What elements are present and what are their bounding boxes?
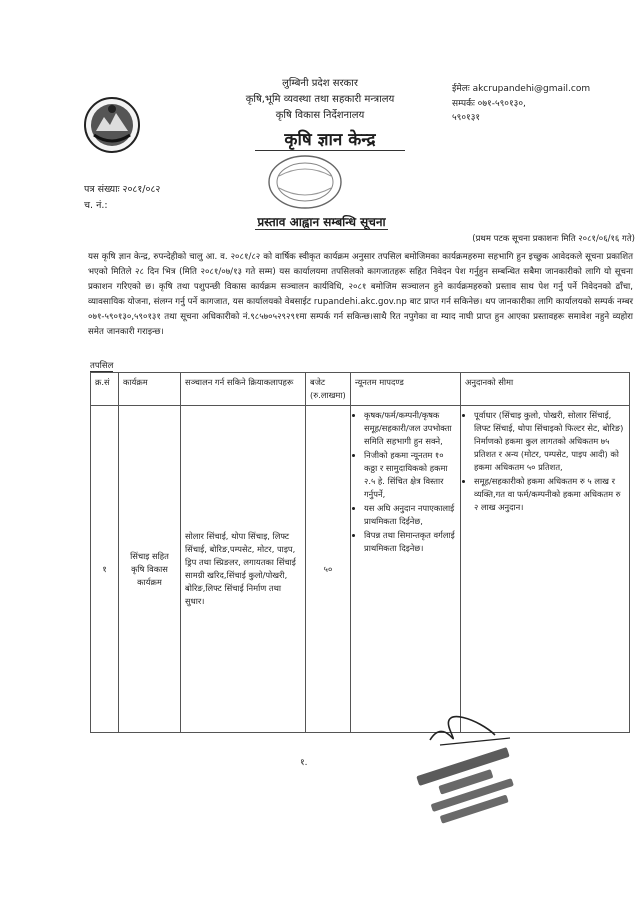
letter-number: पत्र संख्याः २०८१/०८२ [84, 184, 161, 195]
table-label: तपसिल [90, 361, 114, 371]
office-stamp-icon [265, 152, 345, 212]
government-emblem-icon [82, 95, 142, 155]
col-header-activities: सञ्चालन गर्न सकिने क्रियाकलापहरू [181, 373, 306, 406]
grant-item: • पूर्वाधार (सिंचाइ कुलो, पोखरी, सोलार सिंचाई, लिफ्ट सिंचाई, थोपा सिंचाइको फिल्टर सेट, बोरिङ) निर्माणको हकमा कुल लागतको अधिकतम ७५ प्रतिशत र अन्य (मोटर, पम्पसेट, पाइप आदी) को हकमा अधिकतम ५० प्रतिशत, [474, 409, 625, 474]
contact-phone-2: ५९०१३१ [452, 113, 481, 123]
contact-phone: सम्पर्कः ०७१-५९०१३०, [452, 99, 526, 109]
publication-date: (प्रथम पटक सूचना प्रकाशनः मिति २०८१/०६/१६ गते) [472, 234, 635, 244]
col-header-program: कार्यक्रम [119, 373, 181, 406]
row-activities: सोलार सिंचाई, थोपा सिंचाइ, लिफ्ट सिंचाई, बोरिङ,पम्पसेट, मोटर, पाइप, ड्रिप तथा स्प्रिङलर, लगायतका सिंचाई सामग्री खरिद,सिंचाई कुलो/पोखरी, बोरिङ,लिफ्ट सिंचाई निर्माण तथा सुधार। [181, 406, 306, 733]
criteria-item: • विपन्न तथा सिमान्तकृत वर्गलाई प्राथमिकता दिइनेछ। [364, 529, 456, 555]
criteria-item: • कृषक/फर्म/कम्पनी/कृषक समूह/सहकारी/जल उपभोक्ता समिति सहभागी हुन सक्ने, [364, 409, 456, 448]
dispatch-number: च. नं.: [84, 200, 108, 211]
table-row [91, 406, 630, 733]
row-program: सिंचाइ सहित कृषि विकास कार्यक्रम [119, 406, 181, 733]
col-header-grant: अनुदानको सीमा [461, 373, 630, 406]
page-number: १. [300, 758, 308, 768]
col-header-criteria: न्यूनतम मापदण्ड [351, 373, 461, 406]
row-budget: ५० [306, 406, 351, 733]
header-province: लुम्बिनी प्रदेश सरकार [282, 78, 358, 89]
notice-body: यस कृषि ज्ञान केन्द्र, रुपन्देहीको चालु आ. व. २०८१/८२ को वार्षिक स्वीकृत कार्यक्रम अनुसार तपसिल बमोजिमका कार्यक्रमहरुमा सहभागि हुन इच्छुक आवेदकले सूचना प्रकाशित भएको मितिले २८ दिन भित्र (मिति २०८१/०७/१३ गते सम्म) यस कार्यालयमा तपसिलको कागजातहरू सहित निवेदन पेश गर्नुहुन सम्बन्धित सबैमा जानकारीको लागि यो सूचना प्रकाशन गरिएको छ। कृषि तथा पशुपन्छी विकास कार्यक्रम सञ्चालन कार्यविधि, २०८१ बमोजिम सञ्चालन हुने कार्यक्रमहरुको प्रस्ताव साथ पेश गर्नु पर्ने निवेदनको ढाँचा, व्यावसायिक योजना, संलग्न गर्नु पर्ने कागजात, यस कार्यालयको वेबसाईट rupandehi.akc.gov.np बाट प्राप्त गर्न सकिनेछ। थप जानकारीका लागि कार्यालयको सम्पर्क नम्बर ०७१-५९०१३०,५९०१३१ तथा सूचना अधिकारीको नं.९८५७०५२९२९१मा सम्पर्क गर्न सकिन्छ।साथै रित नपुगेका वा म्याद नाघी प्राप्त हुन आएका प्रस्तावहरू समावेश नहुने व्यहोरा समेत जानकारी गराइन्छ। [88, 252, 633, 337]
col-header-sn: क्र.सं [91, 373, 119, 406]
contact-email: ईमेलः akcrupandehi@gmail.com [452, 84, 591, 94]
header-directorate: कृषि विकास निर्देशनालय [275, 110, 365, 121]
row-sn: १ [91, 406, 119, 733]
notice-title: प्रस्ताव आह्वान सम्बन्धि सूचना [257, 215, 386, 229]
criteria-item: • निजीको हकमा न्यूनतम १० कठ्ठा र सामुदायिकको हकमा २.५ हे. सिंचित क्षेत्र विस्तार गर्नुपर्ने, [364, 449, 456, 501]
header-ministry: कृषि,भूमि व्यवस्था तथा सहकारी मन्त्रालय [245, 94, 395, 105]
row-grant [461, 406, 630, 733]
row-criteria [351, 406, 461, 733]
signature-stamp-icon [400, 710, 540, 825]
col-header-budget: बजेट (रु.लाखमा) [306, 373, 351, 406]
grant-item: • समूह/सहकारीको हकमा अधिकतम रु ५ लाख र व्यक्ति,गत वा फर्म/कम्पनीको हकमा अधिकतम रु २ लाख अनुदान। [474, 475, 625, 514]
criteria-item: • यस अघि अनुदान नपाएकालाई प्राथमिकता दिईनेछ, [364, 502, 456, 528]
program-table [90, 372, 630, 733]
header-office-name: कृषि ज्ञान केन्द्र [255, 127, 405, 151]
